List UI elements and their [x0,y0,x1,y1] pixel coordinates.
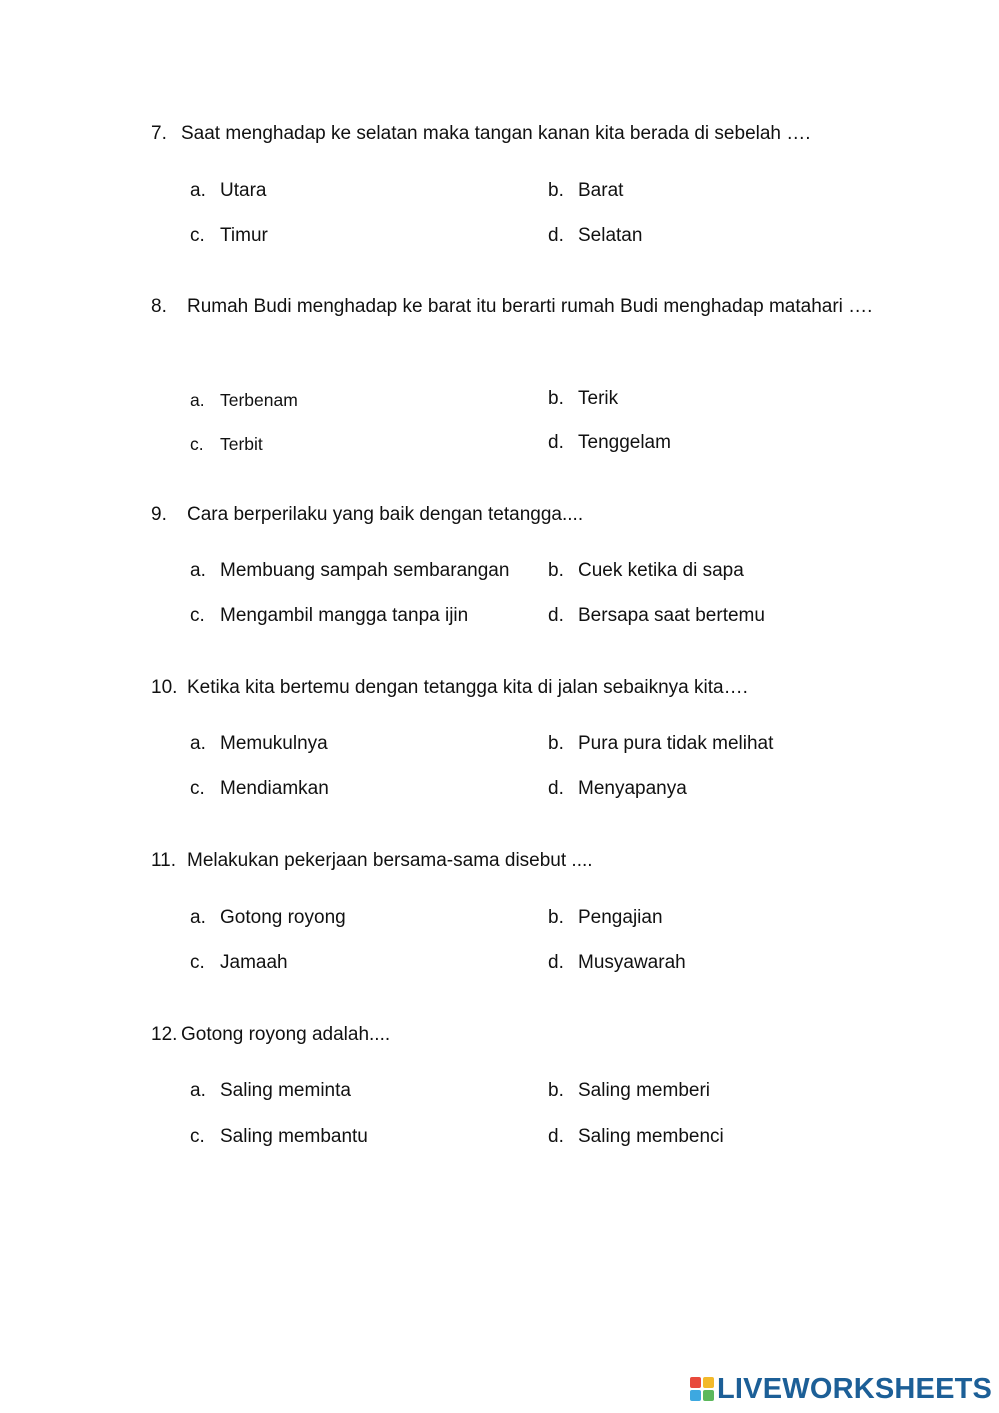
option-letter: c. [190,1126,205,1147]
option-text: Tenggelam [578,432,671,453]
option-text: Saling membenci [578,1126,724,1147]
option-text: Jamaah [220,952,288,973]
question-text: Cara berperilaku yang baik dengan tetangga.... [187,504,584,525]
option-letter: b. [548,907,564,928]
option-text: Saling membantu [220,1126,368,1147]
question-text: Saat menghadap ke selatan maka tangan kanan kita berada di sebelah …. [181,123,811,144]
option-letter: d. [548,225,564,246]
option-text: Terbenam [220,390,298,410]
option-text: Membuang sampah sembarangan [220,560,510,581]
option-text: Terik [578,388,619,409]
logo-mark-block [690,1390,701,1401]
option-text: Bersapa saat bertemu [578,605,765,626]
option-letter: b. [548,1080,564,1101]
question-9 [151,497,911,532]
option-letter: c. [190,605,205,626]
option-text: Saling meminta [220,1080,351,1101]
option-letter: d. [548,778,564,799]
question-8 [151,289,891,324]
question-7 [151,116,911,151]
question-11 [151,843,911,878]
logo-text: LIVEWORKSHEETS [717,1373,993,1405]
option-letter: b. [548,560,564,581]
option-letter: c. [190,778,205,799]
option-letter: d. [548,952,564,973]
option-text: Pengajian [578,907,663,928]
option-letter: c. [190,225,205,246]
option-letter: a. [190,180,206,201]
option-letter: d. [548,605,564,626]
option-text: Gotong royong [220,907,346,928]
logo-mark-icon [690,1377,714,1401]
question-text: Rumah Budi menghadap ke barat itu berarti rumah Budi menghadap matahari …. [187,296,873,317]
logo-mark-block [690,1377,701,1388]
option-text: Barat [578,180,624,201]
option-text: Selatan [578,225,643,246]
option-text: Menyapanya [578,778,687,799]
liveworksheets-logo[interactable] [690,1372,993,1406]
option-text: Memukulnya [220,733,328,754]
question-number: 8. [151,296,167,317]
option-text: Terbit [220,434,263,454]
question-10 [151,670,911,705]
option-text: Mendiamkan [220,778,329,799]
option-letter: a. [190,907,206,928]
logo-mark-block [703,1390,714,1401]
question-text: Ketika kita bertemu dengan tetangga kita di jalan sebaiknya kita…. [187,677,748,698]
logo-mark-block [703,1377,714,1388]
option-letter: a. [190,390,205,410]
question-number: 12. [151,1024,178,1045]
option-text: Utara [220,180,267,201]
option-text: Timur [220,225,268,246]
question-number: 9. [151,504,167,525]
option-letter: a. [190,1080,206,1101]
option-letter: b. [548,388,564,409]
option-letter: b. [548,733,564,754]
question-number: 10. [151,677,178,698]
option-letter: b. [548,180,564,201]
question-text: Gotong royong adalah.... [181,1024,391,1045]
option-letter: a. [190,733,206,754]
option-letter: c. [190,952,205,973]
question-12 [151,1017,911,1052]
option-letter: d. [548,1126,564,1147]
option-text: Pura pura tidak melihat [578,733,774,754]
option-text: Saling memberi [578,1080,710,1101]
option-text: Mengambil mangga tanpa ijin [220,605,469,626]
option-letter: a. [190,560,206,581]
option-text: Cuek ketika di sapa [578,560,744,581]
option-text: Musyawarah [578,952,686,973]
question-text: Melakukan pekerjaan bersama-sama disebut .... [187,850,593,871]
option-letter: c. [190,434,204,454]
option-letter: d. [548,432,564,453]
question-number: 11. [151,850,177,871]
question-number: 7. [151,123,167,144]
